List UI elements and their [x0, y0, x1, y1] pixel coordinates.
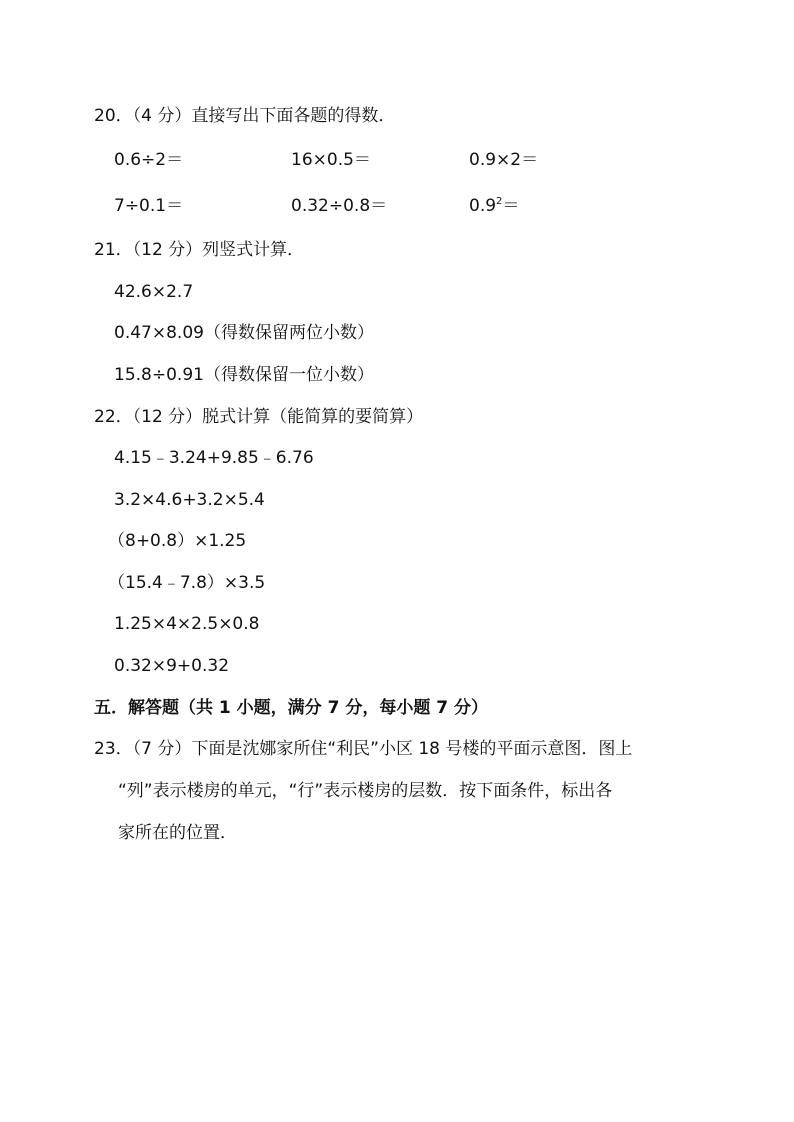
- q20-item: 7÷0.1＝: [114, 196, 184, 216]
- q22-item: （8+0.8）×1.25: [108, 531, 247, 551]
- q21-item: 0.47×8.09（得数保留两位小数）: [114, 323, 374, 343]
- q22-item: 1.25×4×2.5×0.8: [114, 614, 260, 634]
- q21-item: 15.8÷0.91（得数保留一位小数）: [114, 365, 374, 385]
- q23-line-1: 23．（7 分）下面是沈娜家所住“利民”小区 18 号楼的平面示意图．图上: [94, 739, 633, 759]
- q20-item-square: [469, 194, 519, 221]
- q22-header: 22．（12 分）脱式计算（能简算的要简算）: [94, 407, 424, 427]
- q22-item: 4.15﹣3.24+9.85﹣6.76: [114, 448, 314, 468]
- q22-item: 0.32×9+0.32: [114, 656, 230, 676]
- q21-item: 42.6×2.7: [114, 282, 194, 302]
- q20-equals: ＝: [502, 196, 520, 216]
- q22-item: 3.2×4.6+3.2×5.4: [114, 490, 265, 510]
- section-5-header: 五．解答题（共 1 小题，满分 7 分，每小题 7 分）: [94, 698, 488, 718]
- q20-item: 16×0.5＝: [291, 150, 371, 170]
- q23-line-3: 家所在的位置．: [118, 823, 237, 843]
- q20-header: 20．（4 分）直接写出下面各题的得数．: [94, 106, 396, 126]
- q20-base: 0.9: [469, 196, 497, 216]
- q20-item: 0.9×2＝: [469, 150, 539, 170]
- q20-exponent: 2: [496, 196, 503, 207]
- q20-item: 0.6÷2＝: [114, 150, 184, 170]
- q21-header: 21．（12 分）列竖式计算．: [94, 240, 305, 260]
- q22-item: （15.4﹣7.8）×3.5: [108, 573, 266, 593]
- q23-line-2: “列”表示楼房的单元，“行”表示楼房的层数．按下面条件，标出各: [118, 781, 613, 801]
- q20-item: 0.32÷0.8＝: [291, 196, 388, 216]
